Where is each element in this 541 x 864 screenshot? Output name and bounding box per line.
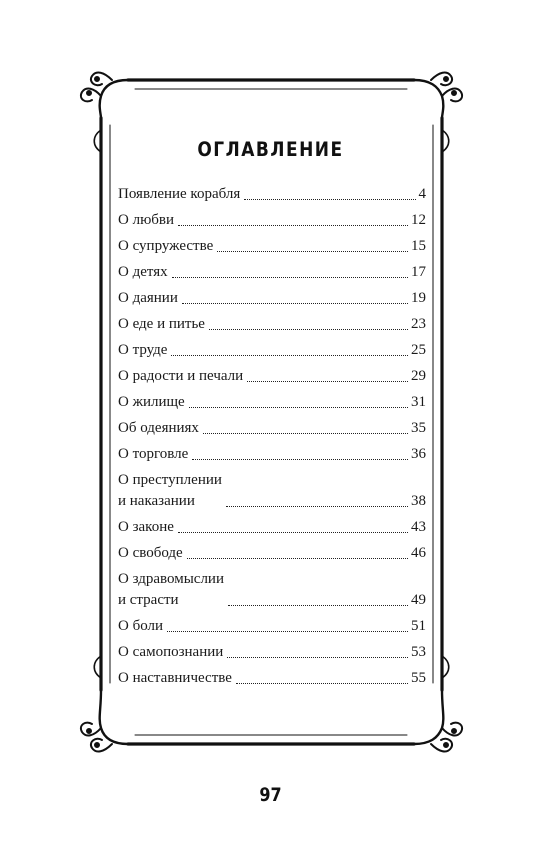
dot-leader bbox=[236, 683, 408, 684]
toc-page-number: 55 bbox=[411, 670, 426, 686]
toc-entry-title bbox=[118, 543, 183, 564]
toc-entry[interactable] bbox=[118, 543, 426, 564]
toc-entry-title-line: О здравомыслии bbox=[118, 571, 224, 587]
toc-entry-title-line: О преступлении bbox=[118, 472, 222, 488]
dot-leader bbox=[217, 251, 408, 252]
toc-entry-title-line: О еде и питье bbox=[118, 316, 205, 332]
toc-entry[interactable] bbox=[118, 340, 426, 361]
dot-leader bbox=[209, 329, 408, 330]
dot-leader bbox=[227, 657, 408, 658]
toc-entry-title-line: О радости и печали bbox=[118, 368, 244, 384]
toc-page-number: 53 bbox=[411, 644, 426, 660]
toc-entry-title-line: О детях bbox=[118, 264, 168, 280]
dot-leader bbox=[178, 225, 408, 226]
toc-entry[interactable] bbox=[118, 470, 426, 512]
toc-entry-title bbox=[118, 236, 213, 257]
toc-entry[interactable] bbox=[118, 444, 426, 465]
toc-entry-title bbox=[118, 569, 224, 611]
toc-entry-title-line: О самопознании bbox=[118, 644, 224, 660]
toc-page-number: 51 bbox=[411, 618, 426, 634]
dot-leader bbox=[172, 277, 408, 278]
toc-entry[interactable] bbox=[118, 210, 426, 231]
toc-entry[interactable] bbox=[118, 616, 426, 637]
toc-entry-title-line: и наказании bbox=[118, 493, 195, 509]
dot-leader bbox=[178, 532, 408, 533]
toc-page-number: 17 bbox=[411, 264, 426, 280]
toc-entry-title bbox=[118, 470, 222, 512]
toc-page-number: 19 bbox=[411, 290, 426, 306]
toc-page-number: 25 bbox=[411, 342, 426, 358]
toc-entry[interactable] bbox=[118, 569, 426, 611]
toc-entry-title-line: О свободе bbox=[118, 545, 183, 561]
toc-page-number: 43 bbox=[411, 519, 426, 535]
toc-entry[interactable] bbox=[118, 668, 426, 689]
dot-leader bbox=[228, 605, 408, 606]
page-number: 97 bbox=[259, 783, 282, 806]
toc-entry-title bbox=[118, 288, 178, 309]
toc-entry-title bbox=[118, 184, 240, 205]
dot-leader bbox=[189, 407, 408, 408]
toc-page-number: 46 bbox=[411, 545, 426, 561]
toc-entry[interactable] bbox=[118, 184, 426, 205]
toc-entry-title-line: О жилище bbox=[118, 394, 185, 410]
toc-page-number: 23 bbox=[411, 316, 426, 332]
dot-leader bbox=[171, 355, 408, 356]
toc-entry[interactable] bbox=[118, 236, 426, 257]
dot-leader bbox=[167, 631, 408, 632]
toc-entry[interactable] bbox=[118, 642, 426, 663]
toc-page-number: 38 bbox=[411, 493, 426, 509]
toc-entry-title bbox=[118, 444, 188, 465]
dot-leader bbox=[226, 506, 408, 507]
table-of-contents bbox=[118, 184, 426, 694]
toc-entry-title bbox=[118, 340, 167, 361]
toc-page-number: 35 bbox=[411, 420, 426, 436]
toc-entry[interactable] bbox=[118, 288, 426, 309]
toc-entry-title-line: О труде bbox=[118, 342, 168, 358]
toc-entry-title-line: О супружестве bbox=[118, 238, 214, 254]
dot-leader bbox=[203, 433, 408, 434]
toc-entry[interactable] bbox=[118, 418, 426, 439]
page-title: ОГЛАВЛЕНИЕ bbox=[197, 138, 344, 162]
toc-entry-title bbox=[118, 210, 174, 231]
dot-leader bbox=[192, 459, 408, 460]
toc-entry-title bbox=[118, 616, 163, 637]
toc-entry-title bbox=[118, 668, 232, 689]
toc-entry[interactable] bbox=[118, 366, 426, 387]
toc-entry-title-line: О боли bbox=[118, 618, 164, 634]
toc-entry-title bbox=[118, 366, 243, 387]
toc-page-number: 4 bbox=[418, 186, 426, 202]
toc-entry-title bbox=[118, 392, 185, 413]
toc-entry-title bbox=[118, 418, 199, 439]
toc-page-number: 49 bbox=[411, 592, 426, 608]
toc-entry-title-line: О торговле bbox=[118, 446, 189, 462]
dot-leader bbox=[182, 303, 408, 304]
toc-page-number: 36 bbox=[411, 446, 426, 462]
toc-page-number: 15 bbox=[411, 238, 426, 254]
dot-leader bbox=[187, 558, 408, 559]
toc-entry[interactable] bbox=[118, 392, 426, 413]
toc-page-number: 12 bbox=[411, 212, 426, 228]
toc-entry-title-line: и страсти bbox=[118, 592, 179, 608]
toc-entry-title bbox=[118, 642, 223, 663]
toc-entry-title bbox=[118, 517, 174, 538]
dot-leader bbox=[244, 199, 415, 200]
toc-page-number: 31 bbox=[411, 394, 426, 410]
toc-page-number: 29 bbox=[411, 368, 426, 384]
toc-entry[interactable] bbox=[118, 314, 426, 335]
toc-entry-title-line: О законе bbox=[118, 519, 174, 535]
toc-entry-title-line: Об одеяниях bbox=[118, 420, 199, 436]
toc-entry-title bbox=[118, 262, 168, 283]
toc-entry[interactable] bbox=[118, 262, 426, 283]
toc-entry-title-line: О наставничестве bbox=[118, 670, 232, 686]
toc-entry-title-line: Появление корабля bbox=[118, 186, 241, 202]
dot-leader bbox=[247, 381, 408, 382]
toc-entry-title-line: О даянии bbox=[118, 290, 178, 306]
toc-entry[interactable] bbox=[118, 517, 426, 538]
toc-entry-title-line: О любви bbox=[118, 212, 175, 228]
toc-entry-title bbox=[118, 314, 205, 335]
